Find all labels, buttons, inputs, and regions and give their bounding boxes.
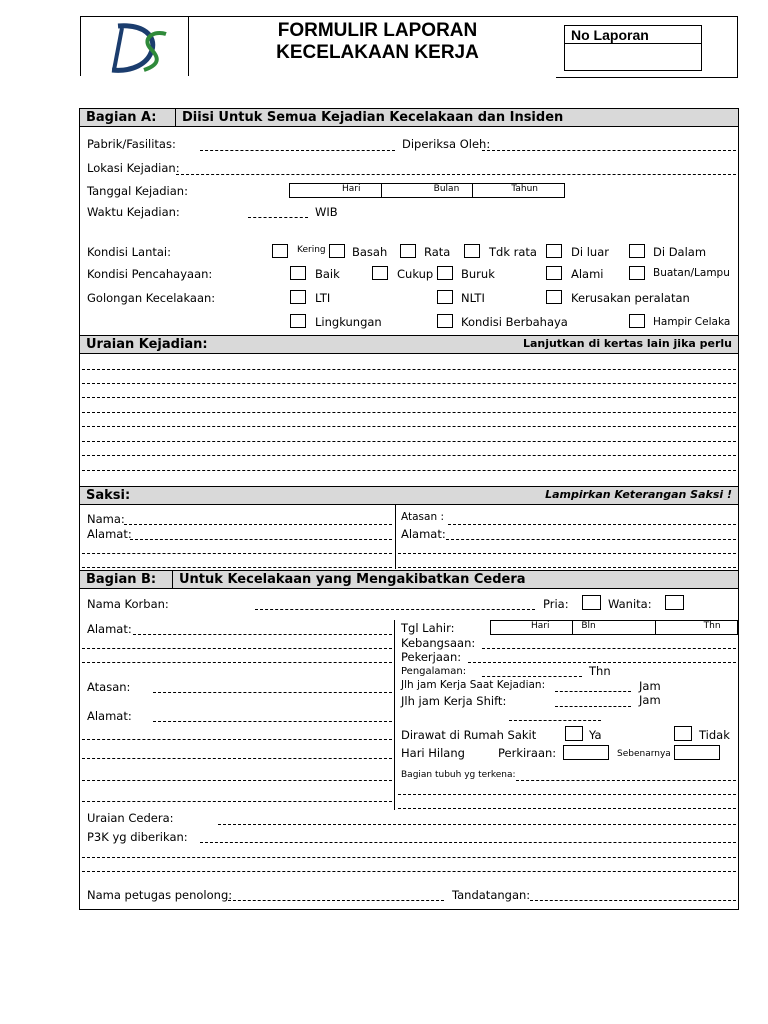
no-laporan-box[interactable] bbox=[564, 25, 702, 71]
dirawat-ya-checkbox[interactable] bbox=[565, 726, 583, 741]
korban-alamat-field[interactable] bbox=[133, 634, 392, 635]
p3k-field[interactable] bbox=[200, 842, 736, 843]
saksi-nama-field[interactable] bbox=[124, 524, 392, 525]
nama-korban-label: Nama Korban: bbox=[87, 597, 169, 611]
tandatangan-label: Tandatangan: bbox=[452, 888, 531, 902]
pabrik-label: Pabrik/Fasilitas: bbox=[87, 137, 176, 151]
golongan-kondisi-berbahaya-checkbox[interactable] bbox=[437, 314, 453, 328]
dirawat-label: Dirawat di Rumah Sakit bbox=[401, 728, 537, 742]
korban-alamat-label: Alamat: bbox=[87, 622, 132, 636]
kebangsaan-label: Kebangsaan: bbox=[401, 636, 476, 650]
uraian-header bbox=[80, 335, 738, 354]
pekerjaan-label: Pekerjaan: bbox=[401, 650, 462, 664]
saksi-atasan-label: Atasan : bbox=[401, 511, 444, 523]
nama-korban-field[interactable] bbox=[255, 609, 535, 610]
pencahayaan-baik-label: Baik bbox=[315, 267, 340, 281]
form-title-line1: FORMULIR LAPORAN bbox=[277, 20, 478, 41]
tanggal-date-grid[interactable] bbox=[289, 183, 565, 198]
pencahayaan-alami-checkbox[interactable] bbox=[546, 266, 562, 280]
bagian-b-title: Untuk Kecelakaan yang Mengakibatkan Cedera bbox=[179, 572, 526, 587]
pengalaman-label: Pengalaman: bbox=[401, 666, 467, 677]
nama-petugas-field[interactable] bbox=[228, 900, 444, 901]
bagian-tubuh-label: Bagian tubuh yg terkena: bbox=[401, 770, 516, 780]
uraian-cedera-label: Uraian Cedera: bbox=[87, 811, 174, 825]
pencahayaan-alami-label: Alami bbox=[571, 267, 604, 281]
sebenarnya-label: Sebenarnya bbox=[617, 749, 671, 759]
bagian-a-label: Bagian A: bbox=[86, 110, 157, 125]
golongan-nlti-checkbox[interactable] bbox=[437, 290, 453, 304]
pekerjaan-field[interactable] bbox=[468, 662, 736, 663]
lantai-tdk-rata-checkbox[interactable] bbox=[464, 244, 480, 258]
pria-checkbox[interactable] bbox=[582, 595, 601, 610]
korban-alamat2-field[interactable] bbox=[153, 721, 392, 722]
pencahayaan-cukup-label: Cukup bbox=[397, 267, 434, 281]
lantai-di-luar-checkbox[interactable] bbox=[546, 244, 562, 258]
bagian-b-label: Bagian B: bbox=[86, 572, 157, 587]
uraian-title: Uraian Kejadian: bbox=[86, 337, 208, 352]
golongan-kerusakan-checkbox[interactable] bbox=[546, 290, 562, 304]
lokasi-field[interactable] bbox=[176, 174, 736, 175]
golongan-nlti-label: NLTI bbox=[461, 291, 485, 305]
waktu-label: Waktu Kejadian: bbox=[87, 205, 180, 219]
lantai-basah-label: Basah bbox=[352, 245, 388, 259]
bagian-b-header bbox=[80, 570, 738, 589]
lantai-di-dalam-label: Di Dalam bbox=[653, 245, 707, 259]
waktu-field[interactable] bbox=[248, 217, 308, 218]
form-title-line2: KECELAKAAN KERJA bbox=[276, 42, 479, 63]
saksi-nama-label: Nama: bbox=[87, 512, 125, 526]
pencahayaan-buatan-checkbox[interactable] bbox=[629, 266, 645, 280]
golongan-lingkungan-label: Lingkungan bbox=[315, 315, 382, 329]
jam1-label: Jam bbox=[639, 679, 661, 693]
saksi-atasan-field[interactable] bbox=[448, 524, 736, 525]
jlh-jam-kejadian-field[interactable] bbox=[555, 691, 631, 692]
lantai-kering-label: Kering bbox=[297, 245, 326, 255]
tandatangan-field[interactable] bbox=[530, 900, 736, 901]
date-col-hari: Hari bbox=[342, 184, 361, 194]
tgl-col-hari: Hari bbox=[531, 621, 550, 631]
dirawat-ya-label: Ya bbox=[589, 728, 602, 742]
pencahayaan-baik-checkbox[interactable] bbox=[290, 266, 306, 280]
dirawat-tidak-checkbox[interactable] bbox=[674, 726, 692, 741]
tgl-col-bln: Bln bbox=[581, 621, 596, 631]
wib-label: WIB bbox=[315, 205, 338, 219]
tgl-lahir-label: Tgl Lahir: bbox=[401, 621, 455, 635]
p3k-label: P3K yg diberikan: bbox=[87, 830, 188, 844]
jlh-jam-shift-field[interactable] bbox=[555, 706, 631, 707]
bagian-a-title: Diisi Untuk Semua Kejadian Kecelakaan dan Insiden bbox=[182, 110, 564, 125]
golongan-lti-label: LTI bbox=[315, 291, 331, 305]
pengalaman-field[interactable] bbox=[482, 676, 582, 677]
pengalaman-thn-label: Thn bbox=[589, 664, 611, 678]
jlh-jam-kejadian-label: Jlh jam Kerja Saat Kejadian: bbox=[401, 679, 546, 691]
golongan-kerusakan-label: Kerusakan peralatan bbox=[571, 291, 690, 305]
golongan-kondisi-berbahaya-label: Kondisi Berbahaya bbox=[461, 315, 568, 329]
saksi-note: Lampirkan Keterangan Saksi ! bbox=[545, 488, 732, 501]
lantai-basah-checkbox[interactable] bbox=[329, 244, 345, 258]
golongan-hampir-celaka-checkbox[interactable] bbox=[629, 314, 645, 328]
korban-atasan-label: Atasan: bbox=[87, 680, 131, 694]
golongan-lingkungan-checkbox[interactable] bbox=[290, 314, 306, 328]
perkiraan-label: Perkiraan: bbox=[498, 746, 557, 760]
bagian-tubuh-field[interactable] bbox=[516, 780, 736, 781]
dirawat-tidak-label: Tidak bbox=[699, 728, 730, 742]
date-col-bulan: Bulan bbox=[433, 184, 460, 194]
korban-atasan-field[interactable] bbox=[153, 692, 392, 693]
kondisi-lantai-label: Kondisi Lantai: bbox=[87, 245, 171, 259]
diperiksa-field[interactable] bbox=[482, 150, 736, 151]
bagian-a-header bbox=[80, 108, 738, 127]
lantai-di-dalam-checkbox[interactable] bbox=[629, 244, 645, 258]
perkiraan-box[interactable] bbox=[563, 745, 609, 760]
golongan-hampir-celaka-label: Hampir Celaka bbox=[653, 316, 731, 328]
tgl-lahir-grid[interactable] bbox=[490, 620, 738, 635]
diperiksa-label: Diperiksa Oleh: bbox=[402, 137, 491, 151]
pencahayaan-buruk-checkbox[interactable] bbox=[437, 266, 453, 280]
sebenarnya-box[interactable] bbox=[674, 745, 720, 760]
lantai-kering-checkbox[interactable] bbox=[272, 244, 288, 258]
lantai-rata-checkbox[interactable] bbox=[400, 244, 416, 258]
kebangsaan-field[interactable] bbox=[482, 648, 736, 649]
jam2-label: Jam bbox=[639, 693, 661, 707]
date-col-tahun: Tahun bbox=[511, 184, 538, 194]
pria-label: Pria: bbox=[543, 597, 569, 611]
kondisi-pencahayaan-label: Kondisi Pencahayaan: bbox=[87, 267, 213, 281]
golongan-lti-checkbox[interactable] bbox=[290, 290, 306, 304]
saksi-alamat-right-field[interactable] bbox=[446, 539, 736, 540]
tgl-col-thn: Thn bbox=[703, 621, 721, 631]
hari-hilang-label: Hari Hilang bbox=[401, 746, 465, 760]
uraian-cedera-field[interactable] bbox=[218, 824, 736, 825]
nama-petugas-label: Nama petugas penolong: bbox=[87, 888, 233, 902]
jlh-jam-shift-label: Jlh jam Kerja Shift: bbox=[401, 694, 507, 708]
korban-alamat2-label: Alamat: bbox=[87, 709, 132, 723]
wanita-label: Wanita: bbox=[608, 597, 652, 611]
logo-text: DS bbox=[104, 20, 106, 21]
form-body bbox=[79, 108, 739, 910]
saksi-header bbox=[80, 486, 738, 505]
tanggal-label: Tanggal Kejadian: bbox=[87, 184, 188, 198]
no-laporan-label: No Laporan bbox=[571, 27, 649, 43]
pencahayaan-buatan-label: Buatan/Lampu bbox=[653, 267, 730, 279]
pabrik-field[interactable] bbox=[200, 150, 395, 151]
saksi-alamat-left-field[interactable] bbox=[130, 539, 392, 540]
uraian-note: Lanjutkan di kertas lain jika perlu bbox=[522, 337, 732, 350]
saksi-title: Saksi: bbox=[86, 488, 131, 503]
lantai-di-luar-label: Di luar bbox=[571, 245, 609, 259]
golongan-label: Golongan Kecelakaan: bbox=[87, 291, 216, 305]
saksi-alamat-right-label: Alamat: bbox=[401, 527, 446, 541]
pencahayaan-cukup-checkbox[interactable] bbox=[372, 266, 388, 280]
pencahayaan-buruk-label: Buruk bbox=[461, 267, 495, 281]
lantai-tdk-rata-label: Tdk rata bbox=[489, 245, 537, 259]
saksi-alamat-left-label: Alamat: bbox=[87, 527, 132, 541]
wanita-checkbox[interactable] bbox=[665, 595, 684, 610]
lokasi-label: Lokasi Kejadian: bbox=[87, 161, 180, 175]
lantai-rata-label: Rata bbox=[424, 245, 451, 259]
company-logo bbox=[104, 20, 174, 76]
